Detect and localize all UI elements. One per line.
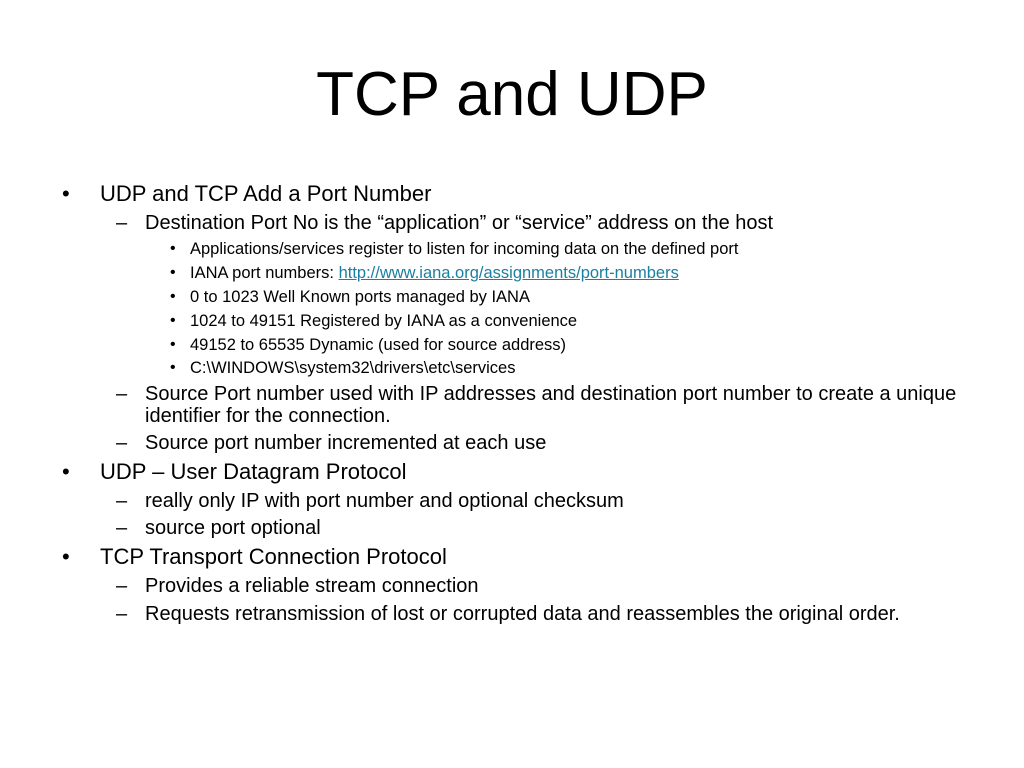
bullet-marker: •	[170, 312, 176, 329]
slide-title: TCP and UDP	[316, 60, 708, 129]
bullet-text: 0 to 1023 Well Known ports managed by IANA	[190, 288, 530, 306]
dash-marker: –	[116, 490, 128, 512]
bullet-text: Destination Port No is the “application” or “service” address on the host	[145, 212, 774, 234]
dash-marker: –	[116, 603, 128, 625]
bullet-marker: •	[170, 240, 176, 257]
bullet-marker: •	[170, 336, 176, 353]
bullet-text: Source Port number used with IP addresses and destination port number to create a unique identifier for the connection.	[145, 383, 957, 427]
bullet-text: UDP – User Datagram Protocol	[100, 459, 407, 484]
bullet-text: C:\WINDOWS\system32\drivers\etc\services	[190, 359, 516, 377]
bullet-marker: •	[62, 459, 70, 484]
bullet-text: 1024 to 49151 Registered by IANA as a convenience	[190, 312, 578, 330]
bullet-marker: •	[170, 359, 176, 376]
dash-marker: –	[116, 517, 128, 539]
bullet-text: UDP and TCP Add a Port Number	[100, 181, 432, 206]
bullet-text: 49152 to 65535 Dynamic (used for source address)	[190, 336, 567, 354]
bullet-text: Requests retransmission of lost or corrupted data and reassembles the original order.	[145, 603, 900, 625]
iana-port-numbers-link[interactable]: http://www.iana.org/assignments/port-numbers	[338, 264, 679, 282]
bullet-marker: •	[170, 264, 176, 281]
bullet-text: Provides a reliable stream connection	[145, 575, 479, 597]
bullet-marker: •	[170, 288, 176, 305]
bullet-marker: •	[62, 544, 70, 569]
bullet-text: really only IP with port number and optional checksum	[145, 490, 624, 512]
bullet-marker: •	[62, 181, 70, 206]
bullet-text-with-link	[190, 263, 970, 283]
bullet-text: source port optional	[145, 517, 321, 539]
bullet-text: Source port number incremented at each use	[145, 432, 547, 454]
dash-marker: –	[116, 575, 128, 597]
bullet-text: Applications/services register to listen for incoming data on the defined port	[190, 240, 739, 258]
dash-marker: –	[116, 212, 128, 234]
dash-marker: –	[116, 432, 128, 454]
bullet-text: TCP Transport Connection Protocol	[100, 544, 447, 569]
dash-marker: –	[116, 383, 128, 405]
bullet-text: IANA port numbers:	[190, 264, 339, 282]
